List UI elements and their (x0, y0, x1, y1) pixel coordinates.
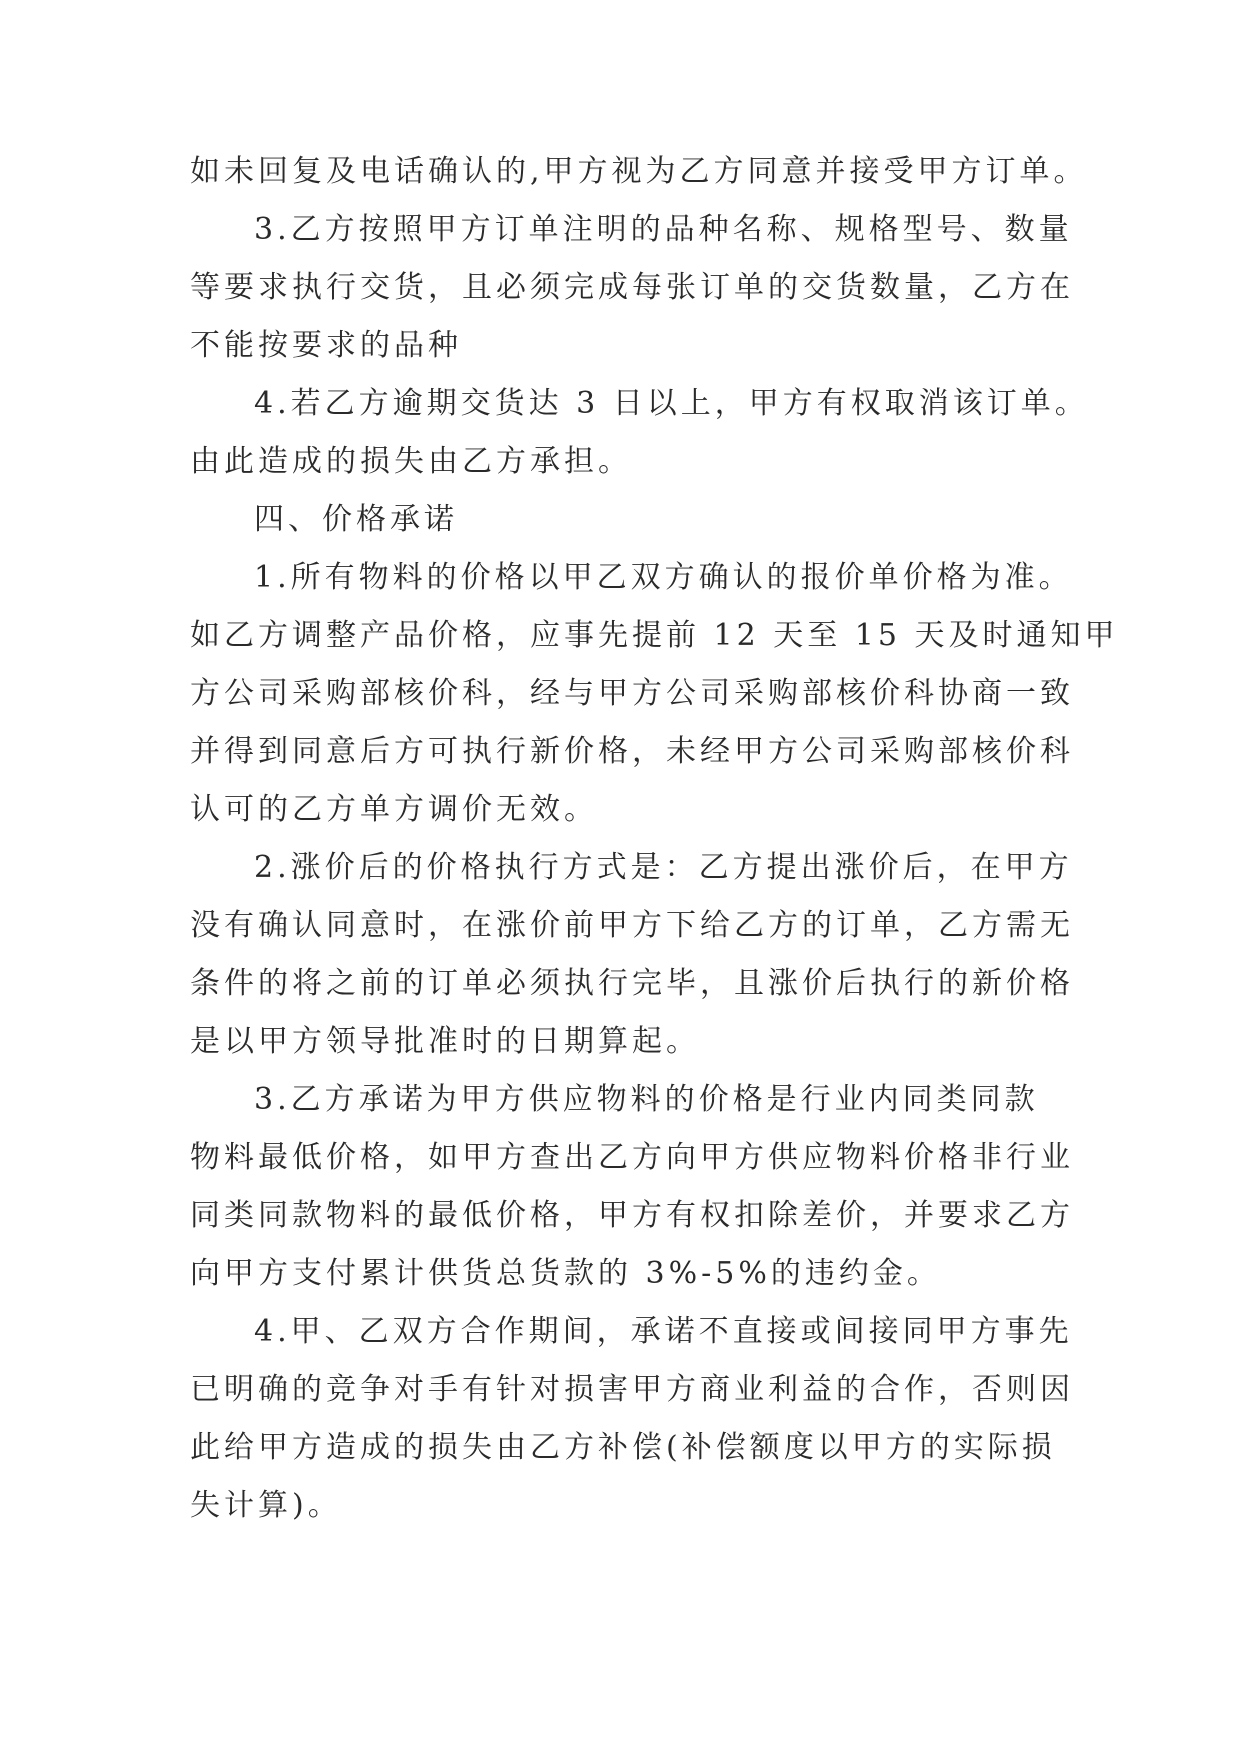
text-line: 不能按要求的品种 (190, 328, 462, 363)
text-line: 2.涨价后的价格执行方式是：乙方提出涨价后，在甲方 (254, 850, 1073, 885)
text-line: 同类同款物料的最低价格，甲方有权扣除差价，并要求乙方 (190, 1198, 1074, 1233)
text-line: 向甲方支付累计供货总货款的 3%-5%的违约金。 (190, 1256, 941, 1291)
text-line: 已明确的竞争对手有针对损害甲方商业利益的合作，否则因 (190, 1372, 1074, 1407)
text-line: 没有确认同意时，在涨价前甲方下给乙方的订单，乙方需无 (190, 908, 1074, 943)
text-line: 如乙方调整产品价格，应事先提前 12 天至 15 天及时通知甲 (190, 618, 1119, 653)
text-line: 4.甲、乙双方合作期间，承诺不直接或间接同甲方事先 (254, 1314, 1073, 1349)
text-line: 此给甲方造成的损失由乙方补偿(补偿额度以甲方的实际损 (190, 1430, 1056, 1465)
document-body (190, 152, 1119, 1544)
text-line: 3.乙方按照甲方订单注明的品种名称、规格型号、数量 (254, 212, 1073, 247)
text-line: 1.所有物料的价格以甲乙双方确认的报价单价格为准。 (254, 560, 1073, 595)
text-line: 3.乙方承诺为甲方供应物料的价格是行业内同类同款 (254, 1082, 1039, 1117)
text-line: 认可的乙方单方调价无效。 (190, 792, 598, 827)
text-line: 如未回复及电话确认的,甲方视为乙方同意并接受甲方订单。 (190, 154, 1088, 189)
text-line: 失计算)。 (190, 1488, 342, 1523)
text-line: 由此造成的损失由乙方承担。 (190, 444, 632, 479)
section-heading: 四、价格承诺 (254, 502, 458, 537)
text-line: 并得到同意后方可执行新价格，未经甲方公司采购部核价科 (190, 734, 1074, 769)
text-line: 方公司采购部核价科，经与甲方公司采购部核价科协商一致 (190, 676, 1074, 711)
text-line: 条件的将之前的订单必须执行完毕，且涨价后执行的新价格 (190, 966, 1074, 1001)
text-line: 等要求执行交货，且必须完成每张订单的交货数量，乙方在 (190, 270, 1074, 305)
text-line: 物料最低价格，如甲方查出乙方向甲方供应物料价格非行业 (190, 1140, 1074, 1175)
text-line: 是以甲方领导批准时的日期算起。 (190, 1024, 700, 1059)
text-line: 4.若乙方逾期交货达 3 日以上，甲方有权取消该订单。 (254, 386, 1089, 421)
